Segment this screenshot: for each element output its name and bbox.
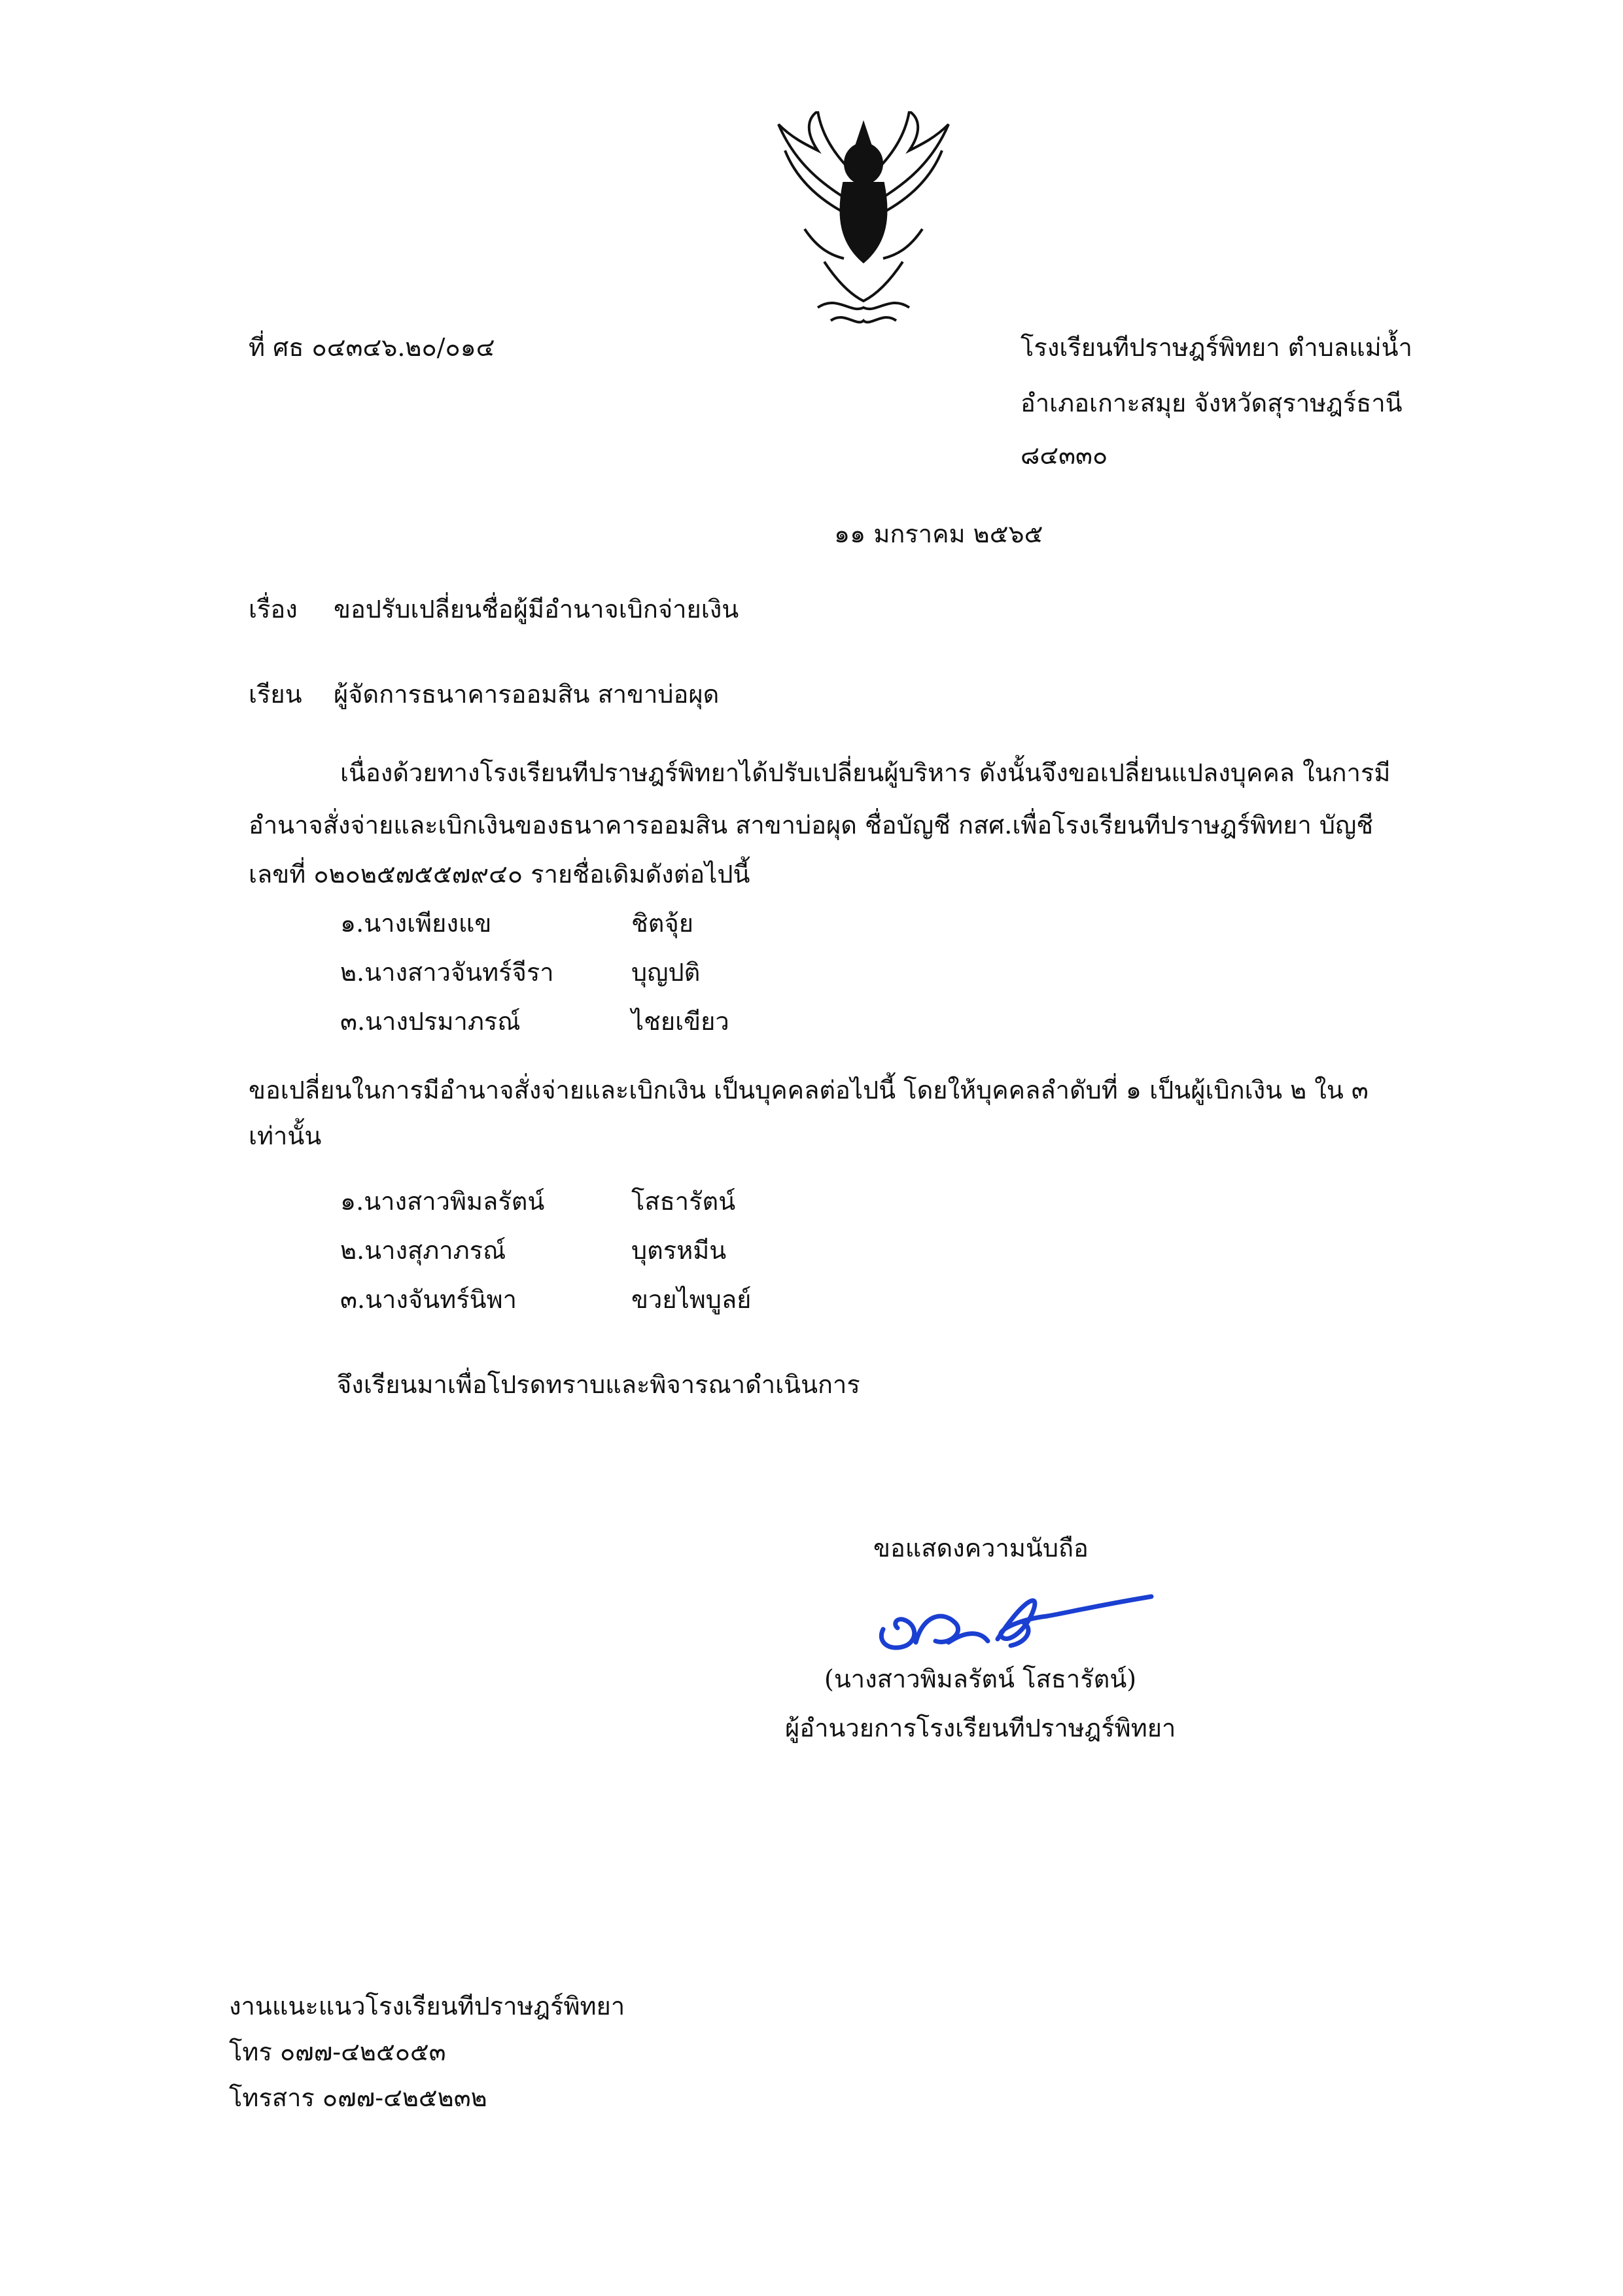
body-para2-line2: เท่านั้น [249,1122,322,1150]
recipient-label: เรียน [249,680,302,709]
old-surname-2: บุญปติ [631,958,701,987]
letter-date: ๑๑ มกราคม ๒๕๖๕ [834,520,1043,548]
footer-fax: โทรสาร ๐๗๗-๔๒๕๒๓๒ [229,2083,487,2112]
signatory-title: ผู้อำนวยการโรงเรียนทีปราษฎร์พิทยา [785,1714,1176,1742]
new-name-3: ๓.นางจันทร์นิพา [340,1285,517,1314]
new-surname-2: บุตรหมีน [631,1236,727,1265]
new-surname-3: ขวยไพบูลย์ [631,1285,752,1314]
old-name-3: ๓.นางปรมาภรณ์ [340,1007,521,1036]
new-surname-1: โสธารัตน์ [631,1187,736,1216]
closing-regards: ขอแสดงความนับถือ [873,1534,1089,1563]
body-para2-line1: ขอเปลี่ยนในการมีอำนาจสั่งจ่ายและเบิกเงิน เป็นบุคคลต่อไปนี้ โดยให้บุคคลลำดับที่ ๑ เป็นผู้เบิกเงิน ๒ ใน ๓ [249,1076,1369,1104]
old-surname-1: ชิตจุ้ย [631,909,693,938]
recipient-text: ผู้จัดการธนาคารออมสิน สาขาบ่อผุด [334,680,720,709]
old-surname-3: ไชยเขียว [631,1007,729,1036]
address-line-2: อำเภอเกาะสมุย จังหวัดสุราษฎร์ธานี [1021,389,1403,417]
old-name-1: ๑.นางเพียงแข [340,909,492,938]
new-name-1: ๑.นางสาวพิมลรัตน์ [340,1187,545,1216]
reference-number: ที่ ศธ ๐๔๓๔๖.๒๐/๐๑๔ [249,333,495,362]
handwritten-signature [870,1583,1164,1655]
new-name-2: ๒.นางสุภาภรณ์ [340,1236,506,1265]
signatory-name: (นางสาวพิมลรัตน์ โสธารัตน์) [824,1665,1137,1693]
garuda-emblem-icon [759,111,968,334]
closing-sentence: จึงเรียนมาเพื่อโปรดทราบและพิจารณาดำเนินการ [337,1370,860,1399]
old-name-2: ๒.นางสาวจันทร์จีรา [340,958,554,987]
address-line-1: โรงเรียนทีปราษฎร์พิทยา ตำบลแม่น้ำ [1021,333,1412,362]
body-para1-line2: อำนาจสั่งจ่ายและเบิกเงินของธนาคารออมสิน สาขาบ่อผุด ชื่อบัญชี กสศ.เพื่อโรงเรียนทีปราษฎร์พิทยา บัญชี [249,811,1374,839]
footer-department: งานแนะแนวโรงเรียนทีปราษฎร์พิทยา [229,1992,625,2021]
subject-label: เรื่อง [249,595,298,624]
footer-phone: โทร ๐๗๗-๔๒๕๐๕๓ [229,2038,446,2066]
body-para1-line3: เลขที่ ๐๒๐๒๕๗๕๕๗๙๔๐ รายชื่อเดิมดังต่อไปนี้ [249,860,750,889]
address-postcode: ๘๔๓๓๐ [1021,441,1108,470]
body-para1-line1: เนื่องด้วยทางโรงเรียนทีปราษฎร์พิทยาได้ปรับเปลี่ยนผู้บริหาร ดังนั้นจึงขอเปลี่ยนแปลงบุคคล ในการมี [340,758,1391,787]
subject-text: ขอปรับเปลี่ยนชื่อผู้มีอำนาจเบิกจ่ายเงิน [334,595,739,624]
